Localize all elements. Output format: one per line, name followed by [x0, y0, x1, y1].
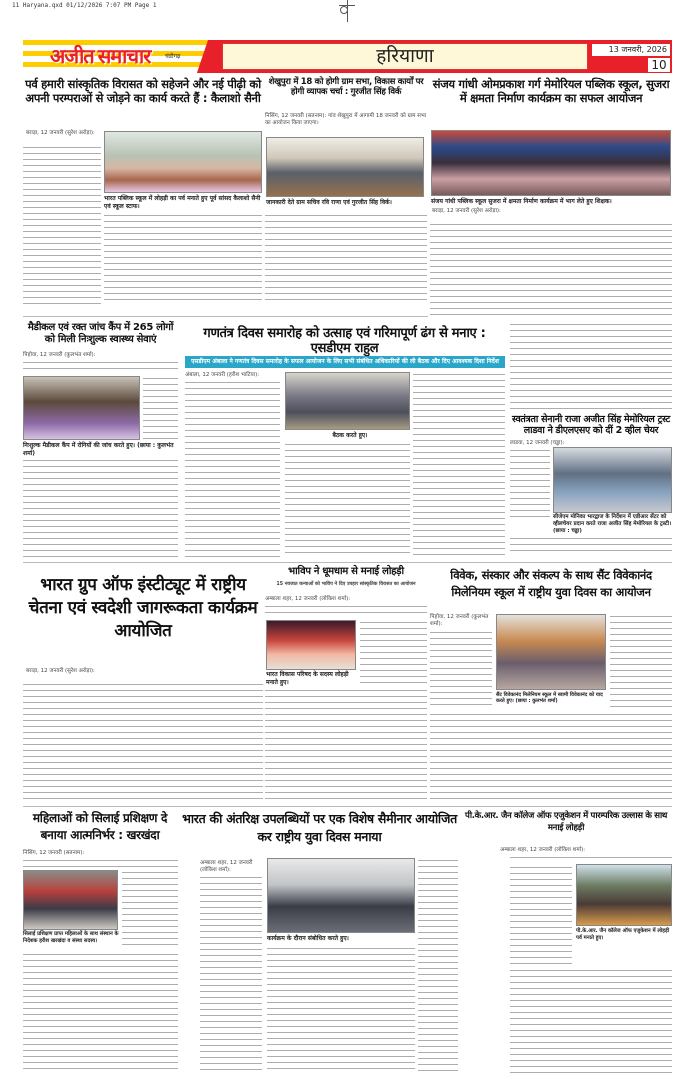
- divider: [23, 316, 428, 317]
- article-body: [610, 614, 672, 710]
- headline: विवेक, संस्कार और संकल्प के साथ सैंट विवेकानंद मिलेनियम स्कूल में राष्ट्रीय युवा दिवस का आयोजन: [450, 568, 652, 600]
- headline: भाविप ने धूमधाम से मनाई लोहड़ी: [288, 566, 404, 577]
- section-title: हरियाणा: [222, 43, 588, 70]
- headline: भारत ग्रुप ऑफ इंस्टीट्यूट में राष्ट्रीय चेतना एवं स्वदेशी जागरूकता कार्यक्रम आयोजित: [28, 575, 258, 641]
- article-body: [430, 712, 672, 800]
- dateline: अंबाला, 12 जनवरी (हरीश भाटिया):: [185, 372, 260, 378]
- photo-caption: संजय गांधी पब्लिक स्कूल सुजरा में क्षमता निर्माण कार्यक्रम में भाग लेते हुए शिक्षक।: [431, 198, 612, 205]
- headline: गणतंत्र दिवस समारोह को उत्साह एवं गरिमापूर्ण ढंग से मनाए : एसडीएम राहुल: [203, 326, 486, 357]
- article-body: [267, 946, 415, 1074]
- article-body: [104, 213, 262, 305]
- article-photo: [23, 376, 140, 440]
- photo-caption: जानकारी देते ग्राम सचिव रवि राणा एवं गुरजीत सिंह विर्क।: [266, 199, 392, 206]
- article-body: [430, 630, 492, 710]
- headline: पर्व हमारी सांस्कृतिक विरासत को सहेजने और नई पीढ़ी को अपनी परम्पराओं से जोड़ने का कार्य करते हैं : कैलाशो सैनी: [25, 77, 261, 105]
- dateline: बराड़ा, 12 जनवरी (सुरेश अरोड़ा):: [26, 130, 95, 136]
- article-body: [23, 682, 263, 800]
- article-body: [510, 855, 672, 863]
- dateline: पिहोवा, 12 जनवरी (कुलभंत शर्मा):: [430, 614, 489, 627]
- article-body: [265, 688, 427, 800]
- photo-caption: भारत विकास परिषद के सदस्य लोहड़ी मनाते हुए।: [266, 671, 349, 686]
- dateline: निसिंग, 12 जनवरी (सतनाम): गांव शेखुपुरा में आगामी 18 जनवरी को ग्राम सभा का आयोजन किया जाएगा।: [265, 113, 427, 126]
- article-body: [23, 145, 101, 305]
- photo-caption: सैंट विवेकानंद मिलेनियम स्कूल में स्वामी विवेकानंद को याद करते हुए। (छाया : कुलभंत शर्मा): [496, 692, 603, 704]
- headline: मैडीकल एवं रक्त जांच कैंप में 265 लोगों को मिली निःशुल्क स्वास्थ्य सेवाएं: [27, 322, 174, 345]
- headline: संजय गांधी ओमप्रकाश गर्ग मेमोरियल पब्लिक स्कूल, सुजरा में क्षमता निर्माण कार्यक्रम का सफल आयोजन: [432, 77, 670, 105]
- photo-caption: कार्यक्रम के दौरान संबोधित करते हुए।: [267, 935, 349, 942]
- article-body: [510, 968, 672, 1074]
- photo-caption: पी.के.आर. जैन कॉलेज ऑफ एजुकेशन में लोहड़ी पर्व मनाते हुए।: [576, 928, 670, 941]
- photo-caption: भारत पब्लिक स्कूल में लोहड़ी का पर्व मनाते हुए पूर्व सांसद कैलाशो सैनी एवं स्कूल स्टाफ।: [104, 195, 261, 210]
- article-body: [285, 442, 410, 558]
- article-photo: [553, 447, 672, 513]
- dateline: अम्बाला शहर, 12 जनवरी (लोकिश शर्मा):: [265, 596, 351, 602]
- article-body: [200, 875, 262, 1075]
- article-body: [265, 213, 427, 305]
- article-body: [510, 536, 672, 556]
- newspaper-name: अजीत समाचार: [50, 46, 151, 68]
- headline: शेखुपुरा में 18 को होगी ग्राम सभा, विकास कार्यों पर होगी व्यापक चर्चा : गुरजीत सिंह विर्क: [268, 77, 424, 98]
- article-photo: [285, 372, 410, 430]
- article-photo: [496, 614, 606, 690]
- dateline: अम्बाला शहर, 12 जनवरी (लोकिश शर्मा):: [200, 860, 253, 873]
- dateline: लाडवा, 12 जनवरी (चड्ढा):: [510, 440, 565, 446]
- article-photo: [104, 131, 262, 193]
- article-body: [23, 952, 178, 1074]
- article-photo: [267, 858, 415, 933]
- dateline: निसिंग, 12 जनवरी (सतनाम):: [23, 850, 85, 856]
- photo-caption: सीजेएम मोनिका भारद्वाज के निर्देशन में एडीआर सेंटर को व्हीलचेयर प्रदान करते राजा अजीत सिंह मेमोरियल के ट्रस्टी। (छाया : चड्ढा): [553, 514, 672, 534]
- headline: महिलाओं को सिलाई प्रशिक्षण दे बनाया आत्मनिर्भर : खरखंदा: [32, 811, 168, 842]
- divider: [23, 806, 672, 807]
- article-photo: [23, 870, 118, 930]
- article-body: [265, 604, 427, 618]
- article-body: [430, 222, 672, 320]
- article-photo: [431, 130, 671, 196]
- article-body: [143, 376, 178, 440]
- dateline: पिहोवा, 12 जनवरी (कुलभंत शर्मा):: [23, 352, 96, 358]
- subheadline: 15 नवजात कन्याओं को भाविप ने दिए उपहार सांस्कृतिक विरासत का आयोजन: [276, 582, 416, 587]
- article-body: [510, 448, 550, 520]
- photo-caption: बैठक करते हुए।: [332, 432, 368, 439]
- print-slug: 11 Haryana.qxd 01/12/2026 7:07 PM Page 1: [12, 2, 157, 9]
- article-body: [360, 620, 427, 684]
- article-body: [122, 870, 178, 950]
- article-body: [23, 858, 178, 868]
- subheadline-strip: एसडीएम अंबाला ने गणतंत्र दिवस समारोह के सफल आयोजन के लिए सभी संबंधित अधिकारियों की ली बैठक और दिए आवश्यक दिशा निर्देश: [185, 356, 505, 368]
- dateline: बराड़ा, 12 जनवरी (सुरेश अरोड़ा):: [432, 208, 501, 214]
- article-body: [413, 372, 505, 558]
- page-number: 10: [648, 58, 670, 72]
- dateline: अम्बाला शहर, 12 जनवरी (लोकिश शर्मा):: [500, 847, 586, 853]
- article-body: [185, 380, 280, 558]
- article-photo: [576, 864, 672, 926]
- photo-caption: सिलाई प्रशिक्षण प्राप्त महिलाओं के साथ संस्थान के निदेशक हरीश खरखंदा व संस्था सदस्य।: [23, 931, 119, 944]
- article-body: [510, 322, 672, 410]
- registration-circle-icon: [340, 6, 348, 14]
- registration-mark-icon: [333, 0, 363, 22]
- photo-caption: निःशुल्क मैडीकल कैंप में रोगियों की जांच करते हुए। (छाया : कुलभंत शर्मा): [23, 442, 174, 457]
- article-body: [418, 858, 458, 1074]
- issue-date: 13 जनवरी, 2026: [592, 44, 670, 56]
- article-body: [510, 865, 572, 965]
- headline: पी.के.आर. जैन कॉलेज ऑफ एजुकेशन में पारम्परिक उल्लास के साथ मनाई लोहड़ी: [465, 811, 667, 834]
- divider: [23, 562, 672, 563]
- article-photo: [266, 620, 356, 670]
- article-photo: [266, 137, 424, 197]
- headline: भारत की अंतरिक्ष उपलब्धियों पर एक विशेष सैमीनार आयोजित कर राष्ट्रीय युवा दिवस मनाया: [182, 811, 457, 844]
- dateline: बराड़ा, 12 जनवरी (सुरेश अरोड़ा):: [26, 668, 95, 674]
- edition-city: चंडीगढ़: [165, 53, 181, 60]
- article-body: [23, 360, 178, 374]
- headline: स्वतंत्रता सेनानी राजा अजीत सिंह मेमोरियल ट्रस्ट लाडवा ने डीएलएसए को दीं 2 व्हील चेयर: [512, 414, 670, 437]
- article-body: [23, 458, 178, 558]
